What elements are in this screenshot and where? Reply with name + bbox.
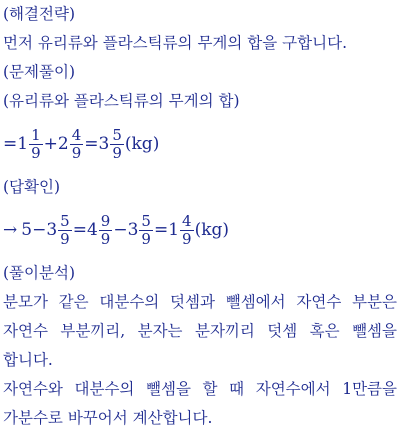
fraction	[58, 213, 72, 248]
denominator: 9	[71, 144, 82, 162]
eq-sign: =	[72, 220, 87, 240]
explain-line: 자연수와 대분수의 뺄셈을 할 때 자연수에서 1만큼을	[3, 380, 397, 398]
explain-line: 합니다.	[3, 351, 53, 369]
approach-text: 먼저 유리류와 플라스틱류의 무게의 합을 구합니다.	[3, 34, 347, 52]
minus-sign: −	[113, 220, 128, 240]
whole-number: 1	[17, 134, 29, 154]
whole-number: 3	[98, 134, 110, 154]
fraction	[139, 213, 153, 248]
fraction	[110, 127, 124, 162]
explain-line: 자연수 부분끼리, 분자는 분자끼리 덧셈 혹은 뺄셈을	[3, 322, 397, 340]
denominator: 9	[100, 230, 111, 248]
unit-label: (kg)	[194, 220, 230, 240]
numerator: 5	[60, 212, 70, 230]
numerator: 1	[31, 126, 41, 144]
eq-sign: =	[3, 134, 18, 154]
numerator: 5	[112, 126, 122, 144]
fraction	[180, 213, 194, 248]
solution-heading: (문제풀이)	[3, 63, 75, 81]
minus-sign: −	[32, 220, 47, 240]
plus-sign: +	[43, 134, 58, 154]
document-body	[3, 0, 397, 433]
explain-line: 가분수로 바꾸어서 계산합니다.	[3, 409, 213, 427]
approach-heading: (해결전략)	[3, 5, 75, 23]
fraction	[70, 127, 84, 162]
whole-number: 5	[21, 220, 33, 240]
numerator: 9	[100, 212, 111, 230]
eq-sign: =	[153, 220, 169, 240]
denominator: 9	[60, 230, 70, 248]
denominator: 9	[182, 230, 192, 248]
denominator: 9	[31, 144, 41, 162]
fraction	[99, 213, 113, 248]
whole-number: 1	[168, 220, 180, 240]
explain-heading: (풀이분석)	[3, 264, 75, 282]
whole-number: 3	[46, 220, 58, 240]
arrow-icon: →	[3, 220, 18, 240]
solution-text: (유리류와 플라스틱류의 무게의 합)	[3, 92, 240, 110]
unit-label: (kg)	[124, 134, 160, 154]
equation-sum	[3, 116, 397, 173]
whole-number: 2	[57, 134, 69, 154]
denominator: 9	[141, 230, 151, 248]
fraction	[29, 127, 43, 162]
explain-line: 분모가 같은 대분수의 덧셈과 뺄셈에서 자연수 부분은	[3, 293, 397, 311]
eq-sign: =	[84, 134, 99, 154]
numerator: 4	[182, 212, 192, 230]
equation-check	[3, 202, 397, 259]
check-heading: (답확인)	[3, 178, 61, 196]
whole-number: 3	[127, 220, 139, 240]
numerator: 4	[71, 126, 82, 144]
numerator: 5	[141, 212, 151, 230]
denominator: 9	[112, 144, 122, 162]
whole-number: 4	[86, 220, 98, 240]
